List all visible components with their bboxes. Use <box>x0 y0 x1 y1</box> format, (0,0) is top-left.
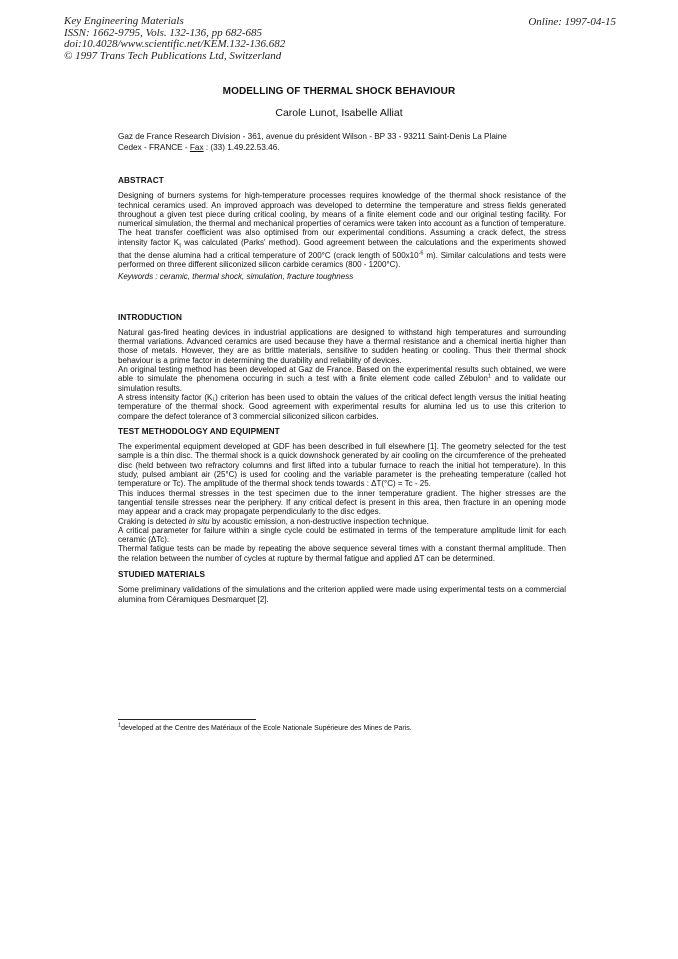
introduction-paragraph-1: Natural gas-fired heating devices in industrial applications are designed to withstand high temperatures and surrounding thermal variations. Advanced ceramics are used because they have a thermal resistance and a chemical inertia higher than those of metals. However, they are as brittle materials, sensitive to sudden heating or cooling. Thus their thermal shock behaviour is a prime factor in determining the durability and reliability of devices. <box>118 327 566 365</box>
keywords-label: Keywords <box>118 272 154 282</box>
affiliation-line-1: Gaz de France Research Division - 361, avenue du président Wilson - BP 33 - 93211 Saint-Denis La Plaine <box>118 132 507 141</box>
abstract-text-part-1: Designing of burners systems for high-temperature processes requires knowledge of the thermal shock resistance of the technical ceramics used. An improved approach was developed to determine the temperature and stress fields generated throughout a given test piece during critical cooling, by means of a finite element code and our original testing facility. For numerical simulation, the thermal and mechanical properties of ceramics were taken into account as a function of temperature. The heat transfer coefficient was also optimised from our experimental conditions. Assuming a crack defect, the stress intensity factor K <box>118 191 566 247</box>
methodology-paragraph-3-part-1: Craking is detected <box>118 516 189 526</box>
journal-copyright: © 1997 Trans Tech Publications Ltd, Switzerland <box>64 49 282 62</box>
abstract-heading: ABSTRACT <box>118 176 164 185</box>
methodology-heading: TEST METHODOLOGY AND EQUIPMENT <box>118 426 280 436</box>
journal-citation <box>64 16 285 62</box>
paper-body <box>118 176 566 604</box>
affiliation <box>118 131 566 153</box>
methodology-paragraph-1: The experimental equipment developed at GDF has been described in full elsewhere [1]. The geometry selected for the test sample is a thin disc. The thermal shock is a quick downshock generated by air cooling on the circumference of the preheated disc (held between two refractory columns and first lifted into a tubular furnace to reach the initial hot temperature). In this study, pulsed ambiant air (25°C) is used for cooling and the variable parameter is the preheating temperature (called hot temperature or Tc). The amplitude of the thermal shock tends towards : ΔT(°C) = Tc - 25. <box>118 442 566 489</box>
online-date: Online: 1997-04-15 <box>528 16 616 28</box>
introduction-paragraph-2-part-1: An original testing method has been developed at Gaz de France. Based on the experimental results such obtained, we were able to simulate the phenomena occuring in such a test with a finite element code called Zébulon <box>118 365 566 384</box>
fax-label: Fax <box>189 143 204 152</box>
materials-heading: STUDIED MATERIALS <box>118 569 206 579</box>
keywords-list: : ceramic, thermal shock, simulation, fracture toughness <box>153 272 354 282</box>
introduction-paragraph-3: A stress intensity factor (K₁) criterion has been used to obtain the values of the critical defect length versus the initial heating temperature of the thermal shock. Good agreement with experimental results for alumina led us to use this criterion to compare the defect tolerance of 3 commercial siliconized silicon carbides. <box>118 392 566 421</box>
footnote-mark: 1 <box>118 722 122 729</box>
methodology-paragraph-3-part-2: by acoustic emission, a non-destructive inspection technique. <box>209 516 429 526</box>
abstract-text-part-2: was calculated (Parks' method). Good agreement between the calculations and the experiments showed that the dense alumina had a critical temperature of 200°C (crack length of 500x10 <box>118 237 566 260</box>
journal-name: Key Engineering Materials <box>64 15 184 27</box>
methodology-in-situ: in situ <box>188 516 210 526</box>
footnote-divider <box>118 719 256 720</box>
abstract-subscript: I <box>179 242 182 250</box>
paper-authors: Carole Lunot, Isabelle Alliat <box>275 107 403 119</box>
affiliation-line-2-suffix: : (33) 1.49.22.53.46. <box>203 143 280 152</box>
paper-title: MODELLING OF THERMAL SHOCK BEHAVIOUR <box>222 86 456 97</box>
affiliation-line-2-prefix: Cedex - FRANCE - <box>118 143 190 152</box>
footnote <box>118 724 568 733</box>
abstract-superscript: -6 <box>418 250 424 257</box>
abstract-text-part-3: m). Similar calculations and tests were performed on three different siliconized silicon carbide ceramics (800 - 1200°C). <box>118 250 566 269</box>
footnote-reference: 1 <box>488 373 492 380</box>
introduction-heading: INTRODUCTION <box>118 312 182 322</box>
journal-doi: doi:10.4028/www.scientific.net/KEM.132-136.682 <box>64 38 286 50</box>
materials-paragraph-1: Some preliminary validations of the simulations and the criterion applied were made using experimental tests on a commercial alumina from Céramiques Desmarquet [2]. <box>118 585 566 604</box>
methodology-paragraph-2: This induces thermal stresses in the test specimen due to the inner temperature gradient. The higher stresses are the tangential tensile stresses near the periphery. If any critical defect is present in this area, then fracture in an opening mode may appear and a crack may propagate perpendicularly to the disc edges. <box>118 488 566 517</box>
journal-issn: ISSN: 1662-9795, Vols. 132-136, pp 682-685 <box>64 26 262 39</box>
footnote-text: developed at the Centre des Matériaux of the Ecole Nationale Supérieure des Mines de Paris. <box>121 725 412 732</box>
methodology-paragraph-4: A critical parameter for failure within a single cycle could be estimated in terms of the temperature amplitude limit for each ceramic (ΔTc). <box>118 525 566 545</box>
methodology-paragraph-3 <box>118 517 566 526</box>
abstract-text <box>118 191 566 269</box>
introduction-paragraph-2-part-2: and to validate our simulation results. <box>118 374 566 393</box>
introduction-paragraph-2 <box>118 365 566 393</box>
methodology-paragraph-5: Thermal fatigue tests can be made by repeating the above sequence several times with a constant thermal amplitude. Then the relation between the number of cycles at rupture by thermal fatigue and applied ΔT can be determined. <box>118 544 566 563</box>
keywords <box>118 272 566 281</box>
